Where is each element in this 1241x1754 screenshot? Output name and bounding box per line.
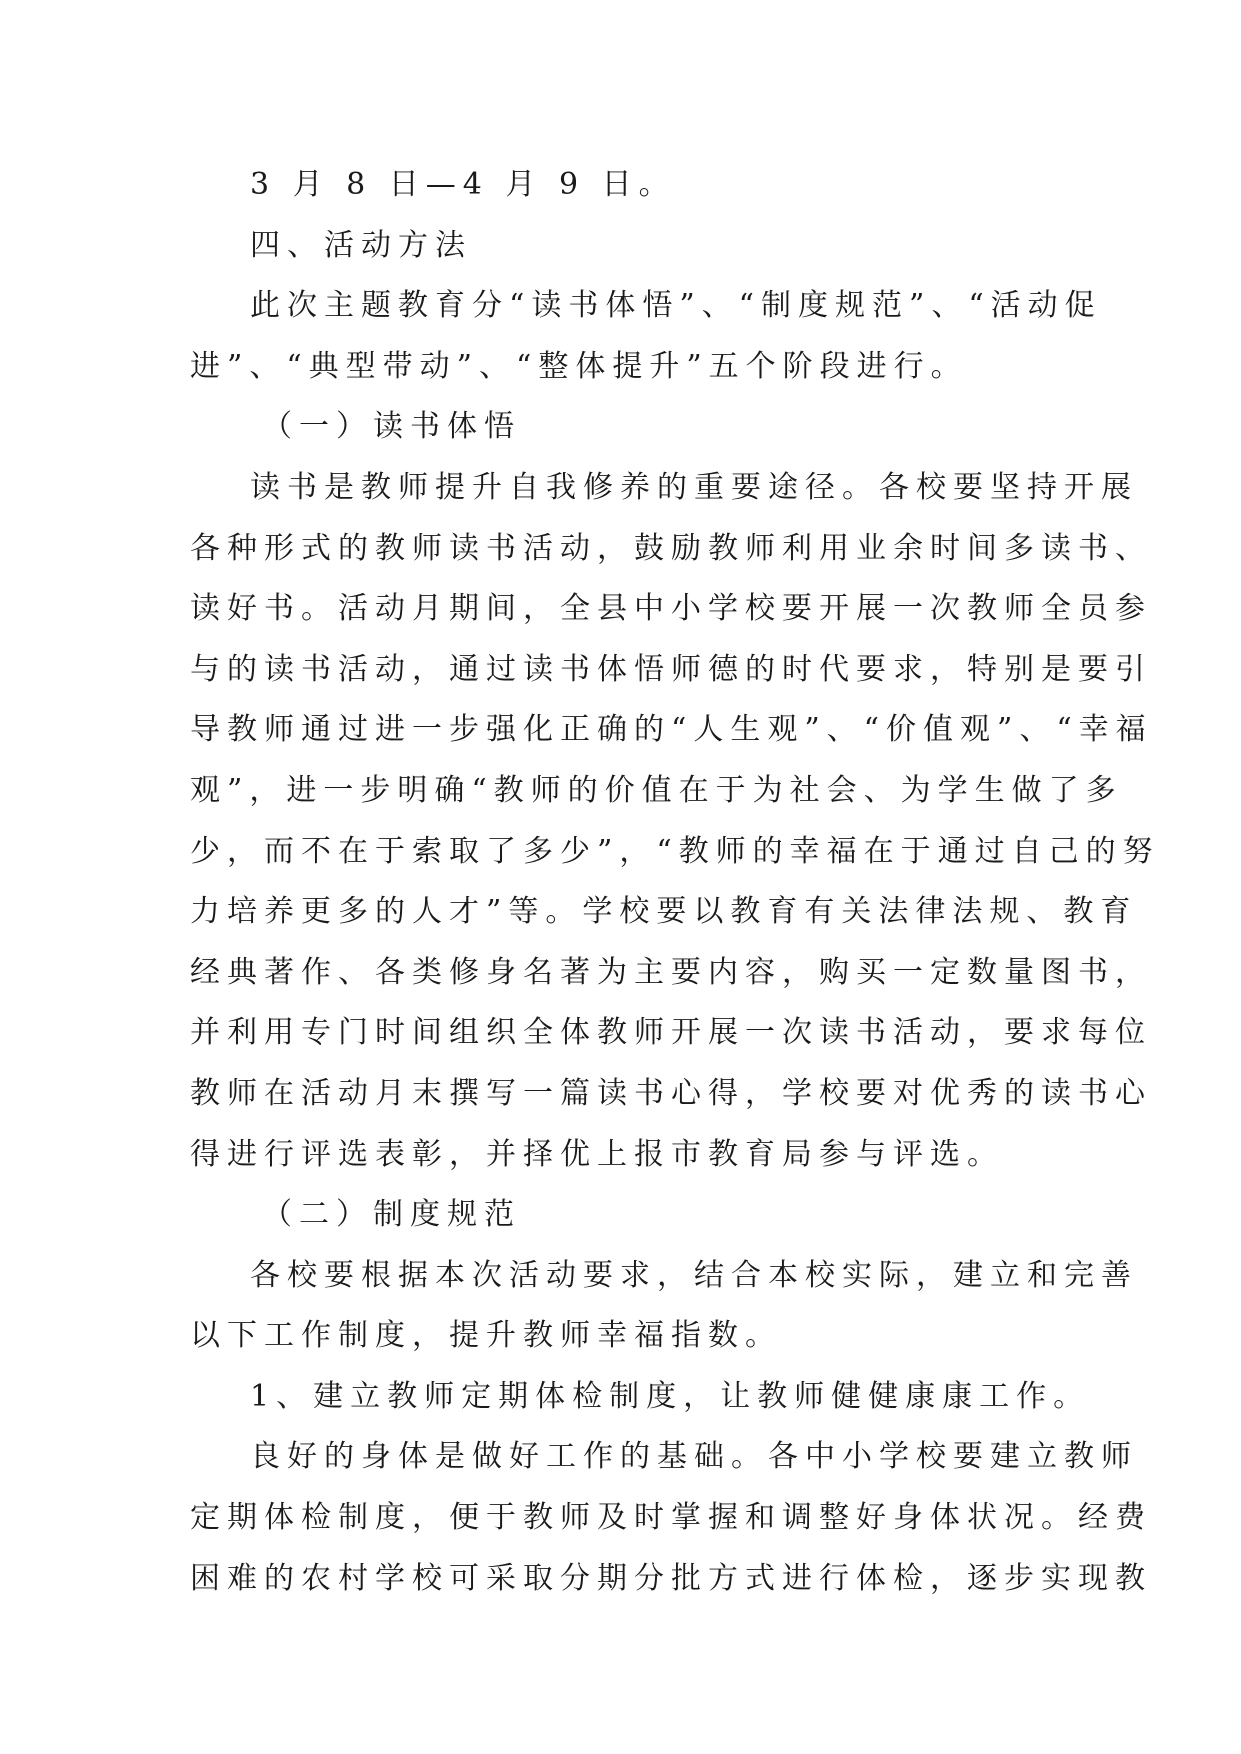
numbered-item-heading: 1、建立教师定期体检制度，让教师健健康康工作。 xyxy=(250,1378,1091,1414)
paragraph-line: 读书是教师提升自我修养的重要途径。各校要坚持开展 xyxy=(250,469,1138,505)
paragraph-line: 以下工作制度，提升教师幸福指数。 xyxy=(190,1318,782,1354)
paragraph-line: 得进行评选表彰，并择优上报市教育局参与评选。 xyxy=(190,1136,1004,1172)
paragraph-line: 观”，进一步明确“教师的价值在于为社会、为学生做了多 xyxy=(190,772,1123,808)
paragraph-line: 少，而不在于索取了多少”，“教师的幸福在于通过自己的努 xyxy=(190,833,1160,869)
subsection-heading-rules: （二）制度规范 xyxy=(262,1197,521,1233)
date-range-line: 3 月 8 日—4 月 9 日。 xyxy=(250,167,676,202)
paragraph-line: 读好书。活动月期间，全县中小学校要开展一次教师全员参 xyxy=(190,591,1152,627)
paragraph-line: 定期体检制度，便于教师及时掌握和调整好身体状况。经费 xyxy=(190,1500,1152,1536)
paragraph-line: 教师在活动月末撰写一篇读书心得，学校要对优秀的读书心 xyxy=(190,1075,1152,1111)
paragraph-line: 并利用专门时间组织全体教师开展一次读书活动，要求每位 xyxy=(190,1015,1152,1051)
paragraph-line: 此次主题教育分“读书体悟”、“制度规范”、“活动促 xyxy=(250,288,1102,324)
paragraph-line: 进”、“典型带动”、“整体提升”五个阶段进行。 xyxy=(190,348,968,384)
paragraph-line: 力培养更多的人才”等。学校要以教育有关法律法规、教育 xyxy=(190,894,1138,930)
paragraph-line: 与的读书活动，通过读书体悟师德的时代要求，特别是要引 xyxy=(190,651,1152,687)
paragraph-line: 良好的身体是做好工作的基础。各中小学校要建立教师 xyxy=(250,1439,1138,1475)
document-body xyxy=(190,155,1160,1609)
paragraph-line: 各种形式的教师读书活动，鼓励教师利用业余时间多读书、 xyxy=(190,530,1152,566)
paragraph-line: 各校要根据本次活动要求，结合本校实际，建立和完善 xyxy=(250,1257,1138,1293)
paragraph-line: 导教师通过进一步强化正确的“人生观”、“价值观”、“幸福 xyxy=(190,712,1153,748)
section-heading-methods: 四、活动方法 xyxy=(250,227,472,263)
paragraph-line: 经典著作、各类修身名著为主要内容，购买一定数量图书， xyxy=(190,954,1152,990)
subsection-heading-reading: （一）读书体悟 xyxy=(262,409,521,445)
paragraph-line: 困难的农村学校可采取分期分批方式进行体检，逐步实现教 xyxy=(190,1560,1152,1596)
